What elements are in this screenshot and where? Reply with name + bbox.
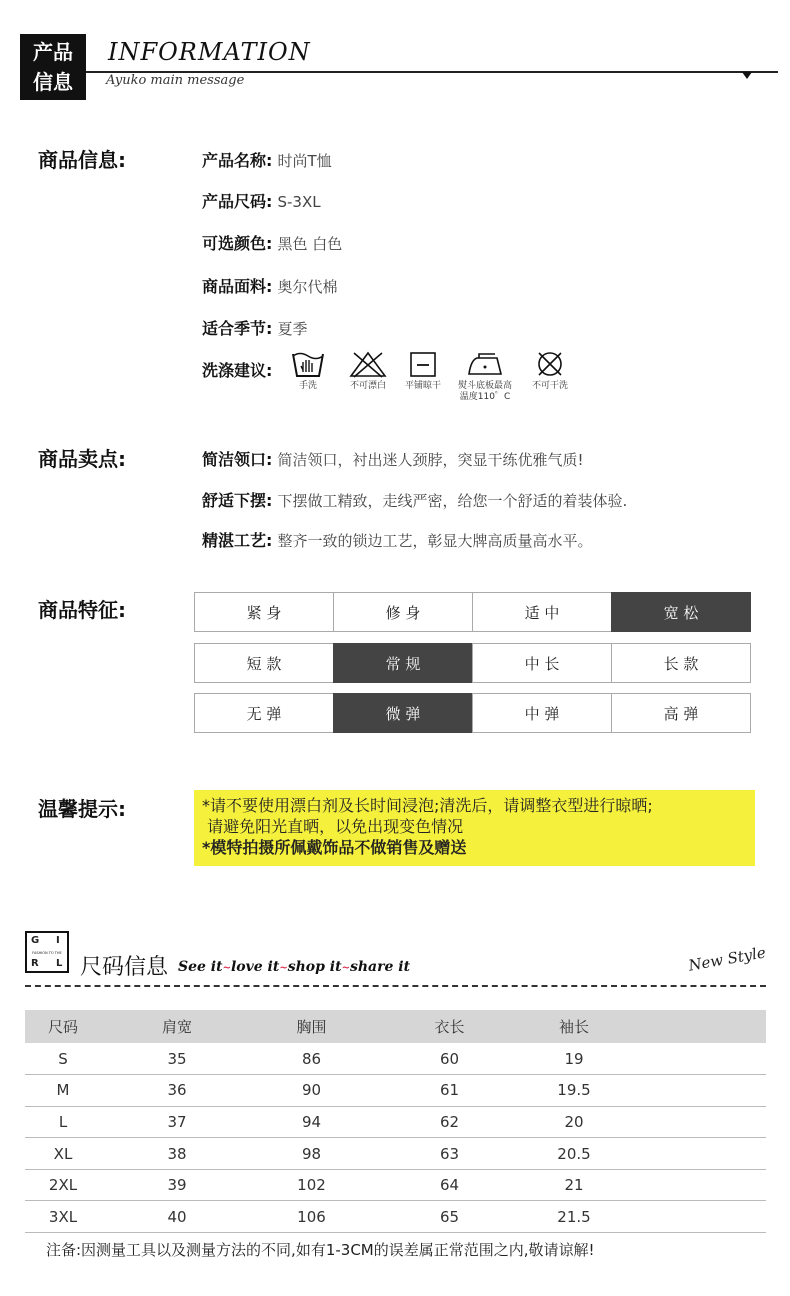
logo-letter: L bbox=[56, 958, 63, 969]
tip-line: *请不要使用漂白剂及长时间浸泡;清洗后，请调整衣型进行晾晒; bbox=[202, 796, 653, 815]
table-cell: XL bbox=[25, 1138, 101, 1170]
slogan-sep: ~ bbox=[279, 963, 288, 974]
feature-cell: 短 款 bbox=[194, 643, 334, 683]
table-cell: 98 bbox=[253, 1138, 370, 1170]
table-header: 衣长 bbox=[370, 1010, 529, 1043]
page-title: INFORMATION bbox=[108, 38, 311, 66]
table-cell: 37 bbox=[101, 1106, 253, 1138]
table-cell: 86 bbox=[253, 1043, 370, 1075]
selling-row bbox=[202, 488, 627, 511]
feature-cell: 中 弹 bbox=[472, 693, 612, 733]
dry-flat-icon bbox=[408, 350, 438, 378]
table-cell: 39 bbox=[101, 1169, 253, 1201]
wash-row bbox=[202, 358, 272, 381]
info-row bbox=[202, 189, 321, 212]
table-cell: 102 bbox=[253, 1169, 370, 1201]
feature-cell: 高 弹 bbox=[611, 693, 751, 733]
feature-cell: 紧 身 bbox=[194, 592, 334, 632]
slogan-part: shop it bbox=[287, 959, 342, 975]
dashed-divider bbox=[25, 985, 766, 987]
feature-cell-selected: 微 弹 bbox=[333, 693, 473, 733]
no-bleach-icon bbox=[348, 350, 388, 378]
slogan-sep: ~ bbox=[222, 963, 231, 974]
wash-item-dryclean bbox=[526, 350, 574, 392]
info-value: S-3XL bbox=[277, 193, 321, 211]
table-cell: 62 bbox=[370, 1106, 529, 1138]
table-cell: 20 bbox=[529, 1106, 619, 1138]
section-label-info: 商品信息: bbox=[38, 148, 126, 172]
table-cell: M bbox=[25, 1075, 101, 1107]
triangle-marker-icon bbox=[742, 72, 752, 79]
table-cell: 35 bbox=[101, 1043, 253, 1075]
size-title: 尺码信息 bbox=[80, 955, 169, 980]
feature-cell: 无 弹 bbox=[194, 693, 334, 733]
table-header: 尺码 bbox=[25, 1010, 101, 1043]
selling-value: 整齐一致的锁边工艺，彰显大牌高质量高水平。 bbox=[277, 532, 593, 550]
tip-line: 请避免阳光直晒，以免出现变色情况 bbox=[202, 817, 464, 836]
selling-key: 简洁领口: bbox=[202, 450, 273, 469]
table-row bbox=[25, 1106, 766, 1138]
wash-caption bbox=[454, 381, 516, 403]
info-row bbox=[202, 148, 332, 171]
wash-item-dry bbox=[400, 350, 446, 392]
logo-letter: I bbox=[56, 935, 60, 946]
wash-item-hand bbox=[289, 350, 327, 392]
table-cell: 60 bbox=[370, 1043, 529, 1075]
section-label-features: 商品特征: bbox=[38, 598, 126, 622]
feature-cell: 适 中 bbox=[472, 592, 612, 632]
table-row bbox=[25, 1138, 766, 1170]
table-cell bbox=[619, 1043, 766, 1075]
iron-icon bbox=[465, 350, 505, 378]
feature-row-fit bbox=[194, 592, 755, 632]
table-cell: 2XL bbox=[25, 1169, 101, 1201]
table-cell: 94 bbox=[253, 1106, 370, 1138]
info-key: 产品尺码: bbox=[202, 192, 273, 211]
wash-caption-line: 温度110゜C bbox=[459, 392, 511, 402]
info-key: 产品名称: bbox=[202, 151, 273, 170]
feature-cell-selected: 常 规 bbox=[333, 643, 473, 683]
slogan-sep: ~ bbox=[341, 963, 350, 974]
feature-row-elastic bbox=[194, 693, 755, 733]
table-cell: 19.5 bbox=[529, 1075, 619, 1107]
logo-middle-text: FASHION TO THE bbox=[32, 951, 62, 955]
table-cell: 40 bbox=[101, 1201, 253, 1233]
table-header bbox=[619, 1010, 766, 1043]
info-key: 可选颜色: bbox=[202, 234, 273, 253]
table-cell: L bbox=[25, 1106, 101, 1138]
table-cell: 65 bbox=[370, 1201, 529, 1233]
info-row bbox=[202, 231, 342, 254]
selling-value: 下摆做工精致，走线严密，给您一个舒适的着装体验. bbox=[277, 492, 628, 510]
selling-key: 舒适下摆: bbox=[202, 491, 273, 510]
table-cell: 63 bbox=[370, 1138, 529, 1170]
wash-caption: 手洗 bbox=[298, 381, 317, 391]
wash-caption: 平铺晾干 bbox=[404, 381, 441, 391]
selling-key: 精湛工艺: bbox=[202, 531, 273, 550]
feature-cell: 修 身 bbox=[333, 592, 473, 632]
info-value: 时尚T恤 bbox=[277, 152, 332, 170]
section-label-tips: 温馨提示: bbox=[38, 797, 126, 821]
table-cell: 64 bbox=[370, 1169, 529, 1201]
table-cell: 38 bbox=[101, 1138, 253, 1170]
info-value: 黑色 白色 bbox=[277, 235, 343, 253]
girl-logo bbox=[25, 931, 69, 973]
table-cell: 3XL bbox=[25, 1201, 101, 1233]
table-cell: S bbox=[25, 1043, 101, 1075]
table-cell bbox=[619, 1201, 766, 1233]
table-cell bbox=[619, 1169, 766, 1201]
measurement-note: 注备:因测量工具以及测量方法的不同,如有1-3CM的误差属正常范围之内,敬请谅解! bbox=[46, 1241, 595, 1259]
wash-caption-line: 熨斗底板最高 bbox=[457, 381, 512, 391]
table-header: 肩宽 bbox=[101, 1010, 253, 1043]
logo-letter: R bbox=[31, 958, 39, 969]
table-row bbox=[25, 1075, 766, 1107]
selling-row bbox=[202, 447, 584, 470]
table-cell: 21 bbox=[529, 1169, 619, 1201]
table-cell: 90 bbox=[253, 1075, 370, 1107]
tips-box bbox=[194, 790, 755, 866]
slogan-part: love it bbox=[230, 959, 280, 975]
table-cell: 19 bbox=[529, 1043, 619, 1075]
slogan-part: share it bbox=[349, 959, 411, 975]
wash-key: 洗涤建议: bbox=[202, 361, 273, 380]
table-header: 袖长 bbox=[529, 1010, 619, 1043]
info-value: 夏季 bbox=[277, 320, 308, 338]
hand-wash-icon bbox=[291, 350, 325, 378]
table-cell: 61 bbox=[370, 1075, 529, 1107]
slogan bbox=[178, 959, 410, 975]
selling-value: 简洁领口，衬出迷人颈脖，突显干练优雅气质! bbox=[277, 451, 584, 469]
no-dry-clean-icon bbox=[533, 350, 567, 378]
slogan-part: See it bbox=[178, 959, 223, 975]
table-cell: 36 bbox=[101, 1075, 253, 1107]
wash-caption: 不可漂白 bbox=[349, 381, 386, 391]
table-row bbox=[25, 1043, 766, 1075]
badge-line-1: 产品 bbox=[33, 40, 73, 64]
info-value: 奥尔代棉 bbox=[277, 278, 338, 296]
selling-row bbox=[202, 528, 593, 551]
section-label-selling: 商品卖点: bbox=[38, 447, 126, 471]
table-cell: 106 bbox=[253, 1201, 370, 1233]
info-row bbox=[202, 316, 308, 339]
table-cell: 20.5 bbox=[529, 1138, 619, 1170]
logo-letter: G bbox=[31, 935, 40, 946]
info-key: 商品面料: bbox=[202, 277, 273, 296]
table-row bbox=[25, 1169, 766, 1201]
feature-row-length bbox=[194, 643, 755, 683]
size-table bbox=[25, 1010, 766, 1233]
feature-cell: 中 长 bbox=[472, 643, 612, 683]
tip-line-bold: *模特拍摄所佩戴饰品不做销售及赠送 bbox=[202, 838, 467, 857]
wash-item-iron bbox=[454, 350, 516, 403]
table-cell: 21.5 bbox=[529, 1201, 619, 1233]
table-row bbox=[25, 1201, 766, 1233]
new-style-script: New Style bbox=[687, 943, 768, 975]
product-info-badge bbox=[20, 34, 86, 100]
feature-cell: 长 款 bbox=[611, 643, 751, 683]
info-key: 适合季节: bbox=[202, 319, 273, 338]
table-cell bbox=[619, 1138, 766, 1170]
table-cell bbox=[619, 1075, 766, 1107]
info-row bbox=[202, 274, 338, 297]
feature-cell-selected: 宽 松 bbox=[611, 592, 751, 632]
table-cell bbox=[619, 1106, 766, 1138]
table-header: 胸围 bbox=[253, 1010, 370, 1043]
table-header-row bbox=[25, 1010, 766, 1043]
page-subtitle: Ayuko main message bbox=[106, 73, 245, 88]
badge-line-2: 信息 bbox=[33, 70, 73, 94]
wash-item-bleach bbox=[344, 350, 392, 392]
wash-caption: 不可干洗 bbox=[531, 381, 568, 391]
